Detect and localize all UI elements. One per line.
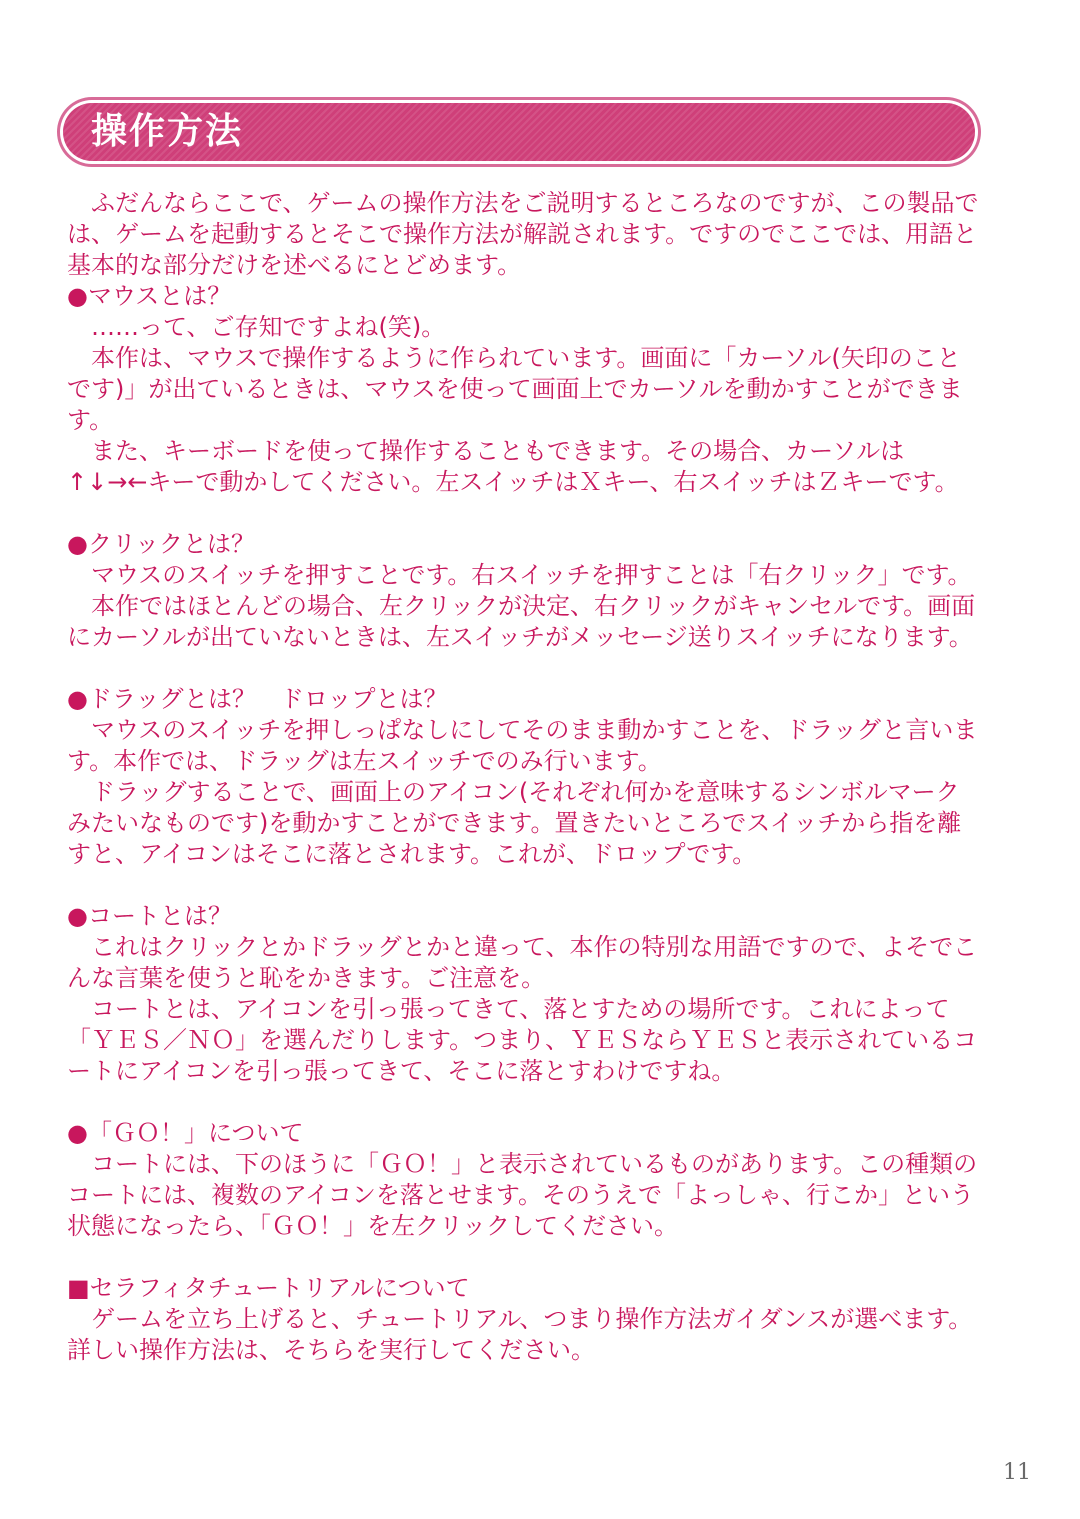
spacer — [67, 1242, 982, 1273]
heading-go: ●「ＧＯ！」について — [67, 1119, 304, 1147]
heading-click: ●クリックとは？ — [67, 530, 255, 558]
paragraph: コートとは、アイコンを引っ張ってきて、落とすための場所です。これによって「ＹＥＳ／ＮＯ」を選んだりします。つまり、ＹＥＳならＹＥＳと表示されているコートにアイコンを引っ張ってきて、そこに落とすわけですね。 — [67, 995, 978, 1085]
heading-mouse: ●マウスとは？ — [67, 282, 232, 310]
paragraph: 本作は、マウスで操作するように作られています。画面に「カーソル(矢印のことです)」が出ているときは、マウスを使って画面上でカーソルを動かすことができます。 — [67, 344, 963, 434]
paragraph: これはクリックとかドラッグとかと違って、本作の特別な用語ですので、よそでこんな言葉を使うと恥をかきます。ご注意を。 — [67, 933, 978, 992]
paragraph: 本作ではほとんどの場合、左クリックが決定、右クリックがキャンセルです。画面にカーソルが出ていないときは、左スイッチがメッセージ送りスイッチになります。 — [67, 592, 976, 651]
heading-court: ●コートとは？ — [67, 902, 232, 930]
page-title: 操作方法 — [91, 111, 244, 152]
heading-drag-drop: ●ドラッグとは？ ドロップとは？ — [67, 685, 448, 713]
spacer — [67, 498, 982, 529]
spacer — [67, 870, 982, 901]
paragraph: コートには、下のほうに「ＧＯ！」と表示されているものがあります。この種類のコートには、複数のアイコンを落とせます。そのうえで「よっしゃ、行こか」という状態になったら、「ＧＯ！」を左クリックしてください。 — [67, 1150, 978, 1240]
intro-paragraph: ふだんならここで、ゲームの操作方法をご説明するところなのですが、この製品では、ゲームを起動するとそこで操作方法が解説されます。ですのでここでは、用語と基本的な部分だけを述べるにとどめます。 — [67, 189, 979, 279]
paragraph: ……って、ご存知ですよね(笑)。 — [91, 313, 446, 341]
spacer — [67, 653, 982, 684]
paragraph: ドラッグすることで、画面上のアイコン(それぞれ何かを意味するシンボルマークみたいなものです)を動かすことができます。置きたいところでスイッチから指を離すと、アイコンはそこに落とされます。これが、ドロップです。 — [67, 778, 962, 868]
paragraph: マウスのスイッチを押しっぱなしにしてそのまま動かすことを、ドラッグと言います。本作では、ドラッグは左スイッチでのみ行います。 — [67, 716, 978, 775]
paragraph: ゲームを立ち上げると、チュートリアル、つまり操作方法ガイダンスが選べます。詳しい操作方法は、そちらを実行してください。 — [67, 1305, 973, 1364]
heading-tutorial: ■セラフィタチュートリアルについて — [67, 1274, 470, 1302]
manual-body — [67, 188, 982, 1366]
section-title-bar — [63, 103, 975, 161]
paragraph: マウスのスイッチを押すことです。右スイッチを押すことは「右クリック」です。 — [91, 561, 972, 589]
page-number: 11 — [1003, 1460, 1031, 1485]
paragraph: また、キーボードを使って操作することもできます。その場合、カーソルは↑↓→←キーで動かしてください。左スイッチはＸキー、右スイッチはＺキーです。 — [67, 437, 959, 496]
spacer — [67, 1087, 982, 1118]
